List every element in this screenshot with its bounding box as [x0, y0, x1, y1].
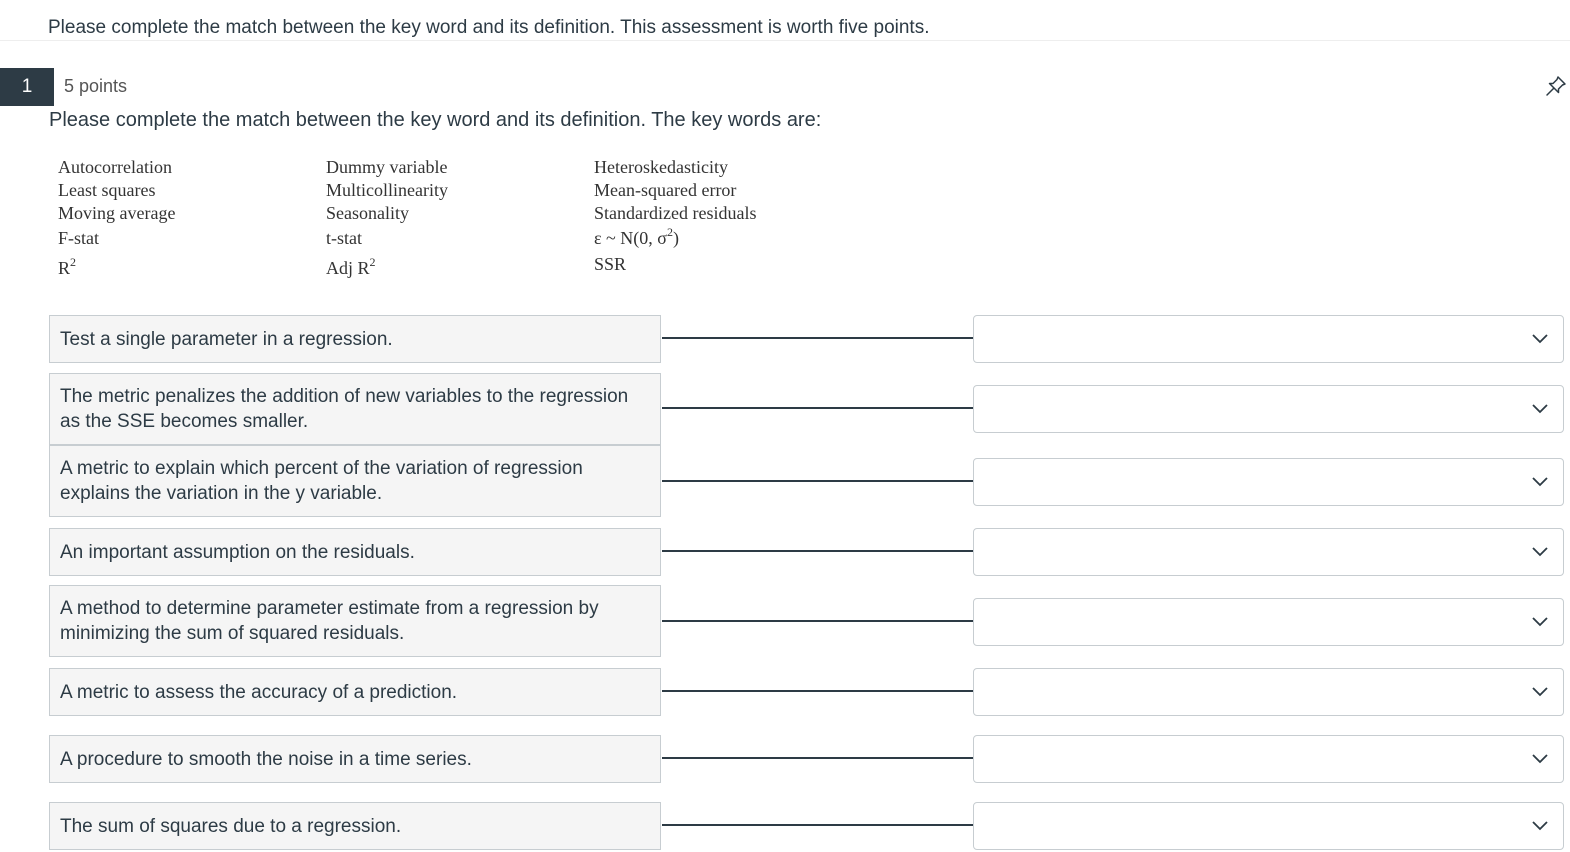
definition-box: A method to determine parameter estimate from a regression by minimizing the sum of squared residuals.	[49, 585, 661, 657]
answer-select[interactable]	[973, 668, 1564, 716]
keyword: Moving average	[58, 203, 176, 223]
answer-select[interactable]	[973, 528, 1564, 576]
keyword: Dummy variable	[326, 157, 448, 177]
match-connector	[662, 620, 973, 622]
question-prompt: Please complete the match between the key word and its definition. The key words are:	[49, 109, 822, 131]
keyword-epsilon: ε ~ N(0, $\sigma^2$)	[594, 225, 679, 248]
chevron-down-icon	[1531, 751, 1549, 765]
chevron-down-icon	[1531, 684, 1549, 698]
instructions-divider	[0, 40, 1570, 41]
definition-box: The metric penalizes the addition of new variables to the regression as the SSE becomes smaller.	[49, 373, 661, 445]
pin-icon[interactable]	[1544, 74, 1568, 98]
definition-box: Test a single parameter in a regression.	[49, 315, 661, 363]
chevron-down-icon	[1531, 544, 1549, 558]
chevron-down-icon	[1531, 331, 1549, 345]
match-connector	[662, 337, 973, 339]
keyword-row	[58, 225, 862, 251]
match-connector	[662, 757, 973, 759]
chevron-down-icon	[1531, 474, 1549, 488]
definition-box: A metric to assess the accuracy of a prediction.	[49, 668, 661, 716]
match-connector	[662, 824, 973, 826]
answer-select[interactable]	[973, 458, 1564, 506]
keyword-row	[58, 251, 862, 283]
answer-select[interactable]	[973, 598, 1564, 646]
answer-select[interactable]	[973, 802, 1564, 850]
definition-box: An important assumption on the residuals.	[49, 528, 661, 576]
definition-box: A procedure to smooth the noise in a time series.	[49, 735, 661, 783]
keyword-ssr: SSR	[594, 254, 627, 274]
answer-select[interactable]	[973, 735, 1564, 783]
question-points: 5 points	[64, 76, 128, 96]
keyword: Heteroskedasticity	[594, 157, 728, 177]
keyword: t-stat	[326, 228, 362, 248]
match-connector	[662, 480, 973, 482]
question-number-badge: 1	[0, 68, 54, 106]
definition-box: The sum of squares due to a regression.	[49, 802, 661, 850]
match-connector	[662, 690, 973, 692]
answer-select[interactable]	[973, 315, 1564, 363]
chevron-down-icon	[1531, 818, 1549, 832]
keyword-table	[58, 156, 862, 283]
keyword: Multicollinearity	[326, 180, 448, 200]
chevron-down-icon	[1531, 401, 1549, 415]
keyword: Least squares	[58, 180, 156, 200]
keyword-r2: $R^2$	[58, 255, 77, 278]
quiz-instructions: Please complete the match between the key word and its definition. This assessment is worth five points.	[48, 17, 930, 38]
keyword: Mean-squared error	[594, 180, 737, 200]
keyword: F-stat	[58, 228, 100, 248]
definition-box: A metric to explain which percent of the variation of regression explains the variation in the y variable.	[49, 445, 661, 517]
keyword: Autocorrelation	[58, 157, 172, 177]
keyword-row	[58, 202, 862, 225]
chevron-down-icon	[1531, 614, 1549, 628]
match-connector	[662, 407, 973, 409]
keyword-row	[58, 156, 862, 179]
keyword-adj-r2: Adj $R^2$	[326, 255, 376, 278]
keyword: Standardized residuals	[594, 203, 757, 223]
answer-select[interactable]	[973, 385, 1564, 433]
keyword-row	[58, 179, 862, 202]
match-connector	[662, 550, 973, 552]
keyword: Seasonality	[326, 203, 409, 223]
